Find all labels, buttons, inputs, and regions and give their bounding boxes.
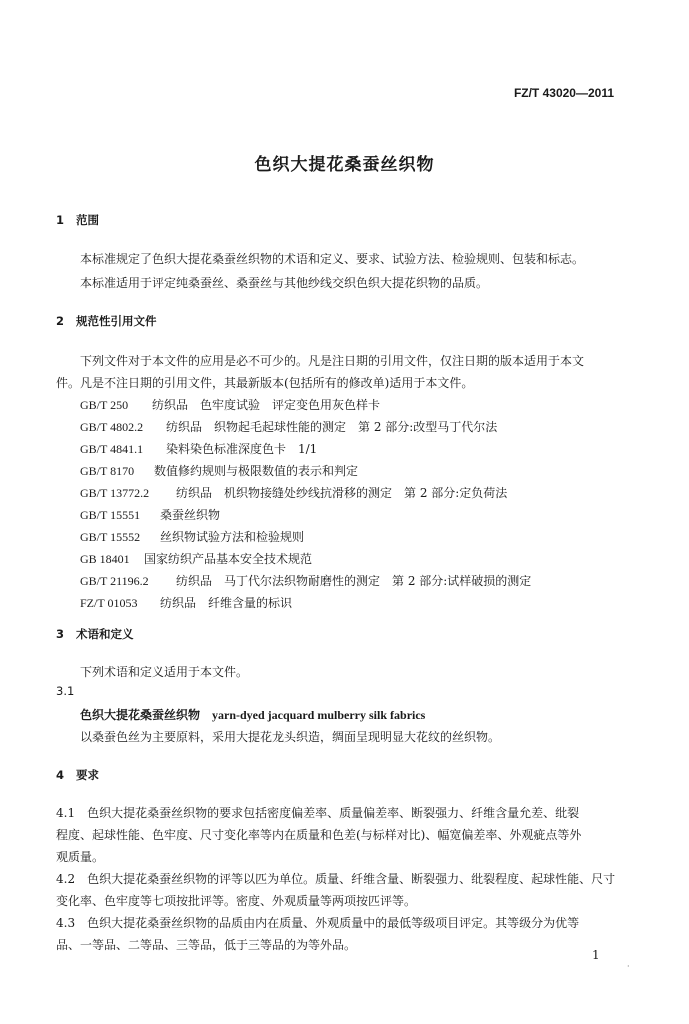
term-definition: 以桑蚕色丝为主要原料，采用大提花龙头织造，绸面呈现明显大花纹的丝织物。 [80,730,501,744]
normative-reference [80,440,317,457]
section-title: 术语和定义 [76,627,134,641]
reference-title: 纺织品 马丁代尔法织物耐磨性的测定 第 2 部分:试样破损的测定 [176,574,532,588]
clause-4-1: 4.1 色织大提花桑蚕丝织物的要求包括密度偏差率、质量偏差率、断裂强力、纤维含量允差、纰裂 [56,806,580,820]
term-number: 3.1 [56,684,75,698]
section-number: 1 [56,213,65,227]
reference-title: 纺织品 机织物接缝处纱线抗滑移的测定 第 2 部分:定负荷法 [176,486,508,500]
standard-code: FZ/T 43020—2011 [513,86,614,100]
section-2-heading [56,313,157,329]
normative-reference [80,484,507,501]
reference-title: 染料染色标准深度色卡 1/1 [166,442,318,456]
reference-title: 纺织品 纤维含量的标识 [160,596,293,610]
term-chinese: 色织大提花桑蚕丝织物 [80,708,201,722]
reference-title: 数值修约规则与极限数值的表示和判定 [154,464,359,478]
section-1-paragraph: 本标准规定了色织大提花桑蚕丝织物的术语和定义、要求、试验方法、检验规则、包装和标志。 [80,252,585,266]
section-3-heading [56,626,134,642]
clause-4-2: 变化率、色牢度等七项按批评等。密度、外观质量等两项按匹评等。 [56,894,417,908]
clause-4-3: 品、一等品、二等品、三等品，低于三等品的为等外品。 [56,938,357,952]
section-number: 2 [56,314,65,328]
reference-code: FZ/T 01053 [80,596,138,610]
reference-code: GB 18401 [80,552,130,566]
section-title: 要求 [76,768,99,782]
reference-code: GB/T 15552 [80,530,141,544]
reference-code: GB/T 13772.2 [80,486,150,500]
section-2-intro: 下列文件对于本文件的应用是必不可少的。凡是注日期的引用文件，仅注日期的版本适用于本文 [80,354,585,368]
reference-title: 桑蚕丝织物 [160,508,221,522]
normative-reference [80,462,358,479]
normative-reference [80,396,380,413]
section-title: 范围 [76,213,99,227]
section-number: 4 [56,768,65,782]
document-title: 色织大提花桑蚕丝织物 [254,155,435,175]
reference-title: 丝织物试验方法和检验规则 [160,530,305,544]
section-number: 3 [56,627,65,641]
normative-reference [80,418,497,435]
term-english: yarn-dyed jacquard mulberry silk fabrics [212,708,426,722]
section-1-heading [56,212,99,228]
scan-speck: · [627,962,630,971]
reference-code: GB/T 8170 [80,464,135,478]
clause-4-3: 4.3 色织大提花桑蚕丝织物的品质由内在质量、外观质量中的最低等级项目评定。其等级分为优等 [56,916,580,930]
term-heading [80,706,425,723]
section-title: 规范性引用文件 [76,314,157,328]
clause-4-2: 4.2 色织大提花桑蚕丝织物的评等以匹为单位。质量、纤维含量、断裂强力、纰裂程度、起球性能、尺寸 [56,872,616,886]
normative-reference [80,550,312,567]
clause-4-1: 观质量。 [56,850,105,864]
reference-code: GB/T 15551 [80,508,141,522]
reference-code: GB/T 4802.2 [80,420,144,434]
reference-title: 纺织品 织物起毛起球性能的测定 第 2 部分:改型马丁代尔法 [166,420,498,434]
section-2-intro: 件。凡是不注日期的引用文件，其最新版本(包括所有的修改单)适用于本文件。 [56,376,474,390]
clause-4-1: 程度、起球性能、色牢度、尺寸变化率等内在质量和色差(与标样对比)、幅宽偏差率、外观疵点等外 [56,828,582,842]
page-number: 1 [592,948,600,962]
reference-title: 国家纺织产品基本安全技术规范 [144,552,313,566]
normative-reference [80,594,292,611]
normative-reference [80,506,220,523]
reference-code: GB/T 21196.2 [80,574,149,588]
normative-reference [80,528,304,545]
section-1-paragraph: 本标准适用于评定纯桑蚕丝、桑蚕丝与其他纱线交织色织大提花织物的品质。 [80,276,489,290]
reference-code: GB/T 250 [80,398,129,412]
reference-code: GB/T 4841.1 [80,442,144,456]
reference-title: 纺织品 色牢度试验 评定变色用灰色样卡 [152,398,381,412]
section-3-intro: 下列术语和定义适用于本文件。 [80,665,249,679]
section-4-heading [56,767,99,783]
normative-reference [80,572,531,589]
